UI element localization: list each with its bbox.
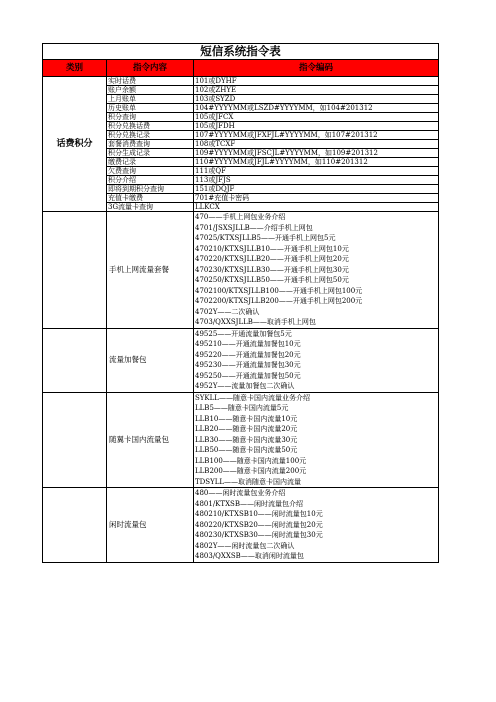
command-content: 即将到期积分查询	[107, 185, 194, 194]
command-table	[42, 43, 439, 563]
code-line: TDSYLL——取消随意卡国内流量	[195, 477, 301, 486]
group-codes	[194, 392, 439, 488]
code-line: 495210——开通流量加餐包10元	[195, 340, 301, 348]
command-code: LLKCX	[194, 203, 439, 212]
group-row	[43, 392, 439, 488]
code-line: 4701/JSXSJLLB——介绍手机上网包	[195, 223, 313, 232]
code-line: SYKLL——随意卡国内流量业务介绍	[195, 393, 310, 402]
command-code: 107#YYYYMM或JFXFJL#YYYYMM，如107#201312	[194, 131, 439, 140]
code-line: LLB5——随意卡国内流量5元	[195, 404, 289, 412]
category-empty-cell	[43, 328, 107, 392]
command-code: 108或TCXF	[194, 140, 439, 149]
code-line: LLB30——随意卡国内流量30元	[195, 435, 298, 444]
code-line: 470210/KTXSJLLB10——开通手机上网包10元	[195, 244, 349, 253]
code-line: LLB200——随意卡国内流量200元	[195, 467, 307, 475]
code-line: 470220/KTXSJLLB20——开通手机上网包20元	[195, 255, 349, 263]
code-line: 495220——开通流量加餐包20元	[195, 350, 301, 359]
category-empty-cell	[43, 212, 107, 329]
command-table-body	[43, 44, 439, 563]
code-line: 49525——开通流量加餐包5元	[195, 329, 292, 338]
header-code: 指令编码	[194, 60, 439, 77]
command-content: 欠费查询	[107, 167, 194, 176]
command-code: 109#YYYYMM或JFSCJL#YYYYMM，如109#201312	[194, 149, 439, 158]
group-name: 流量加餐包	[107, 328, 194, 392]
command-content: 3G流量卡查询	[107, 203, 194, 212]
group-codes	[194, 488, 439, 563]
code-line: 495250——开通流量加餐包50元	[195, 371, 301, 380]
group-name: 手机上网流量套餐	[107, 212, 194, 329]
code-line: 4702100/KTXSJLLB100——开通手机上网包100元	[195, 286, 363, 295]
command-code: 105或JFCX	[194, 113, 439, 122]
group-row	[43, 488, 439, 563]
command-code: 110#YYYYMM或JFJL#YYYYMM，如110#201312	[194, 158, 439, 167]
group-name: 随翼卡国内流量包	[107, 392, 194, 488]
category-empty-cell	[43, 392, 107, 488]
command-content: 套餐消费查询	[107, 140, 194, 149]
code-line: 4702200/KTXSJLLB200——开通手机上网包200元	[195, 297, 363, 305]
category-cell: 话费积分	[43, 77, 107, 212]
command-code: 103或SYZD	[194, 95, 439, 104]
command-content: 实时话费	[107, 77, 194, 86]
group-codes	[194, 212, 439, 329]
command-code: 111或QF	[194, 167, 439, 176]
header-category: 类别	[43, 60, 107, 77]
group-row	[43, 328, 439, 392]
code-line: 4801/KTXSB——闲时流量包介绍	[195, 499, 303, 508]
code-line: 470——手机上网包业务介绍	[195, 213, 286, 221]
code-line: 480210/KTXSB10——闲时流量包10元	[195, 510, 323, 518]
command-code: 104#YYYYMM或LSZD#YYYYMM，如104#201312	[194, 104, 439, 113]
command-code: 151或DQJF	[194, 185, 439, 194]
code-line: 470250/KTXSJLLB50——开通手机上网包50元	[195, 276, 349, 284]
command-content: 充值卡缴费	[107, 194, 194, 203]
code-line: 4803/QXXSB——取消闲时流量包	[195, 552, 304, 560]
command-code: 101或DYHF	[194, 77, 439, 86]
code-line: LLB50——随意卡国内流量50元	[195, 446, 298, 454]
header-row	[43, 60, 439, 77]
command-content: 上月账单	[107, 95, 194, 104]
code-line: LLB20——随意卡国内流量20元	[195, 425, 298, 433]
category-empty-cell	[43, 488, 107, 563]
command-code: 113或JFJS	[194, 176, 439, 185]
code-line: 480——闲时流量包业务介绍	[195, 489, 286, 497]
code-line: 47025/KTXSJLLB5——开通手机上网包5元	[195, 234, 336, 242]
command-code: 102或ZHYE	[194, 86, 439, 95]
command-content: 积分兑换记录	[107, 131, 194, 140]
command-content: 积分生成记录	[107, 149, 194, 158]
code-line: 4703/QXXSJLLB——取消手机上网包	[195, 318, 316, 326]
command-content: 缴费记录	[107, 158, 194, 167]
code-line: 4702Y——二次确认	[195, 307, 260, 316]
code-line: 480230/KTXSB30——闲时流量包30元	[195, 531, 323, 539]
code-line: 4802Y——闲时流量包二次确认	[195, 541, 295, 550]
command-code: 701#充值卡密码	[194, 194, 439, 203]
group-codes	[194, 328, 439, 392]
group-name: 闲时流量包	[107, 488, 194, 563]
command-content: 积分查询	[107, 113, 194, 122]
command-content: 账户余额	[107, 86, 194, 95]
code-line: 4952Y——流量加餐包二次确认	[195, 382, 295, 390]
group-row	[43, 212, 439, 329]
command-code: 105或JFDH	[194, 122, 439, 131]
code-line: LLB10——随意卡国内流量10元	[195, 414, 298, 423]
command-content: 积分兑换话费	[107, 122, 194, 131]
code-line: LLB100——随意卡国内流量100元	[195, 456, 307, 465]
header-content: 指令内容	[107, 60, 194, 77]
code-line: 470230/KTXSJLLB30——开通手机上网包30元	[195, 265, 349, 274]
code-line: 480220/KTXSB20——闲时流量包20元	[195, 520, 323, 529]
table-title: 短信系统指令表	[43, 44, 439, 60]
table-row	[43, 77, 439, 86]
code-line: 495230——开通流量加餐包30元	[195, 361, 301, 369]
command-content: 积分介绍	[107, 176, 194, 185]
command-content: 历史账单	[107, 104, 194, 113]
